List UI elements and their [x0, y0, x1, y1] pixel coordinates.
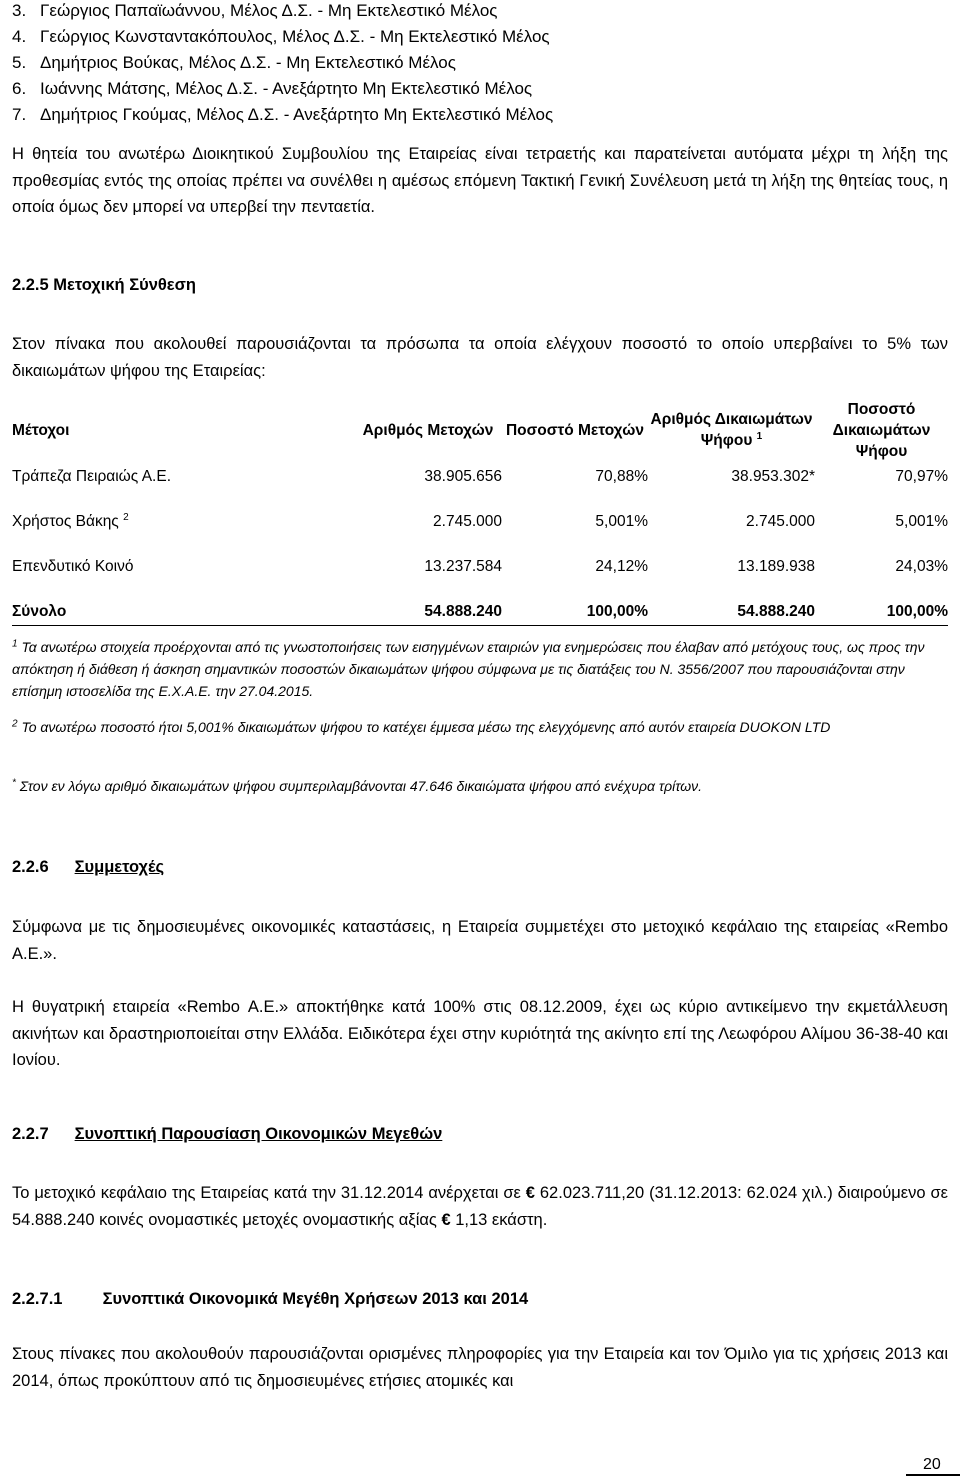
share-capital-paragraph: Το μετοχικό κεφάλαιο της Εταιρείας κατά την 31.12.2014 ανέρχεται σε € 62.023.711,20 (31.12.2013: 62.024 χιλ.) διαιρούμενο σε 54.888.240 κοινές ονομαστικές μετοχές ονομαστικής αξίας € 1,13 εκάστη. [12, 1184, 948, 1229]
col-header-shareholders: Μέτοχοι [12, 421, 70, 439]
euro-sign: € [441, 1210, 451, 1229]
list-item: 4. Γεώργιος Κωνσταντακόπουλος, Μέλος Δ.Σ. - Μη Εκτελεστικό Μέλος [12, 27, 550, 46]
board-members-list [12, 0, 553, 128]
footnote-mark: 1 [756, 430, 763, 442]
section-heading-shareholding: 2.2.5 Μετοχική Σύνθεση [12, 276, 197, 294]
participations-paragraph-2: Η θυγατρική εταιρεία «Rembo Α.Ε.» αποκτήθηκε κατά 100% στις 08.12.2009, έχει ως κύριο αντικείμενο την εκμετάλλευση ακινήτων και δραστηριοποιείται στην Ελλάδα. Ειδικότερα έχει στην κυριότητά της ακίνητο επί της Λεωφόρου Αλίμου 36-38-40 και Ιονίου. [12, 998, 948, 1069]
shareholding-intro: Στον πίνακα που ακολουθεί παρουσιάζονται τα πρόσωπα τα οποία ελέγχουν ποσοστό το οποίο υπερβαίνει το 5% των δικαιωμάτων ψήφου της Εταιρείας: [12, 335, 948, 380]
table-header-row [12, 396, 948, 464]
table-row: Χρήστος Βάκης $^2$ 2.745.000 5,001% 2.745.000 5,001% [12, 511, 948, 530]
col-header-votes: Αριθμός Δικαιωμάτων Ψήφου $^1$ [650, 411, 813, 449]
list-item: 3. Γεώργιος Παπαϊωάννου, Μέλος Δ.Σ. - Μη Εκτελεστικό Μέλος [12, 1, 498, 20]
col-header-shares-pct: Ποσοστό Μετοχών [505, 421, 644, 439]
footnote-mark: 2 [123, 511, 129, 523]
board-term-paragraph: Η θητεία του ανωτέρω Διοικητικού Συμβουλίου της Εταιρείας είναι τετραετής και παρατείνεται αυτόματα μέχρι τη λήξη της προθεσμίας εντός της οποίας πρέπει να συνέλθει η αμέσως επόμενη Τακτική Γενική Συνέλευση μετά τη λήξη της θητείας τους, η οποία όμως δεν μπορεί να υπερβεί την πενταετία. [12, 145, 948, 216]
table-row: Επενδυτικό Κοινό 13.237.584 24,12% 13.189.938 24,03% [12, 558, 948, 575]
col-header-shares: Αριθμός Μετοχών [362, 421, 494, 439]
table-row: Τράπεζα Πειραιώς Α.Ε. 38.905.656 70,88% 38.953.302* 70,97% [12, 468, 948, 485]
table-total-row: Σύνολο 54.888.240 100,00% 54.888.240 100,00% [12, 580, 948, 626]
page-number: 20 [923, 1456, 941, 1473]
list-item: 7. Δημήτριος Γκούμας, Μέλος Δ.Σ. - Ανεξάρτητο Μη Εκτελεστικό Μέλος [12, 105, 554, 124]
shareholding-table [12, 396, 948, 626]
footnote-1: $^1$ Τα ανωτέρω στοιχεία προέρχονται από τις γνωστοποιήσεις των εισηγμένων εταιριών για ενημερώσεις που έλαβαν από μετόχους τους, ως προς την απόκτηση ή διάθεση ή άσκηση σημαντικών ποσοστών δικαιωμάτων ψήφου σύμφωνα με τις διατάξεις του Ν. 3556/2007 που παρουσιάζονται στην επίσημη ιστοσελίδα της Ε.Χ.Α.Ε. την 27.04.2015. [12, 638, 925, 699]
col-header-votes-pct: Ποσοστό Δικαιωμάτων Ψήφου [832, 400, 931, 460]
section-heading-participations: 2.2.6 Συμμετοχές [12, 858, 165, 876]
section-heading-financial-overview: 2.2.7 Συνοπτική Παρουσίαση Οικονομικών Μεγεθών [12, 1125, 443, 1143]
list-item: 5. Δημήτριος Βούκας, Μέλος Δ.Σ. - Μη Εκτελεστικό Μέλος [12, 53, 456, 72]
euro-sign: € [525, 1184, 535, 1202]
financial-summary-paragraph: Στους πίνακες που ακολουθούν παρουσιάζονται ορισμένες πληροφορίες για την Εταιρεία και τον Όμιλο για τις χρήσεις 2013 και 2014, όπως προκύπτουν από τις δημοσιευμένες ετήσιες ατομικές και [12, 1345, 948, 1390]
page-number-rule [906, 1474, 960, 1476]
footnote-3: * Στον εν λόγω αριθμό δικαιωμάτων ψήφου συμπεριλαμβάνονται 47.646 δικαιώματα ψήφου από ενέχυρα τρίτων. [12, 777, 703, 794]
section-heading-financial-figures: 2.2.7.1 Συνοπτικά Οικονομικά Μεγέθη Χρήσεων 2013 και 2014 [12, 1290, 529, 1308]
list-item: 6. Ιωάννης Μάτσης, Μέλος Δ.Σ. - Ανεξάρτητο Μη Εκτελεστικό Μέλος [12, 79, 533, 98]
footnote-2: $^2$ Το ανωτέρω ποσοστό ήτοι 5,001% δικαιωμάτων ψήφου το κατέχει έμμεσα μέσω της ελεγχόμενης από αυτόν εταιρεία DUOKON LTD [12, 718, 831, 735]
participations-paragraph-1: Σύμφωνα με τις δημοσιευμένες οικονομικές καταστάσεις, η Εταιρεία συμμετέχει στο μετοχικό κεφάλαιο της εταιρείας «Rembo Α.Ε.». [12, 918, 948, 963]
